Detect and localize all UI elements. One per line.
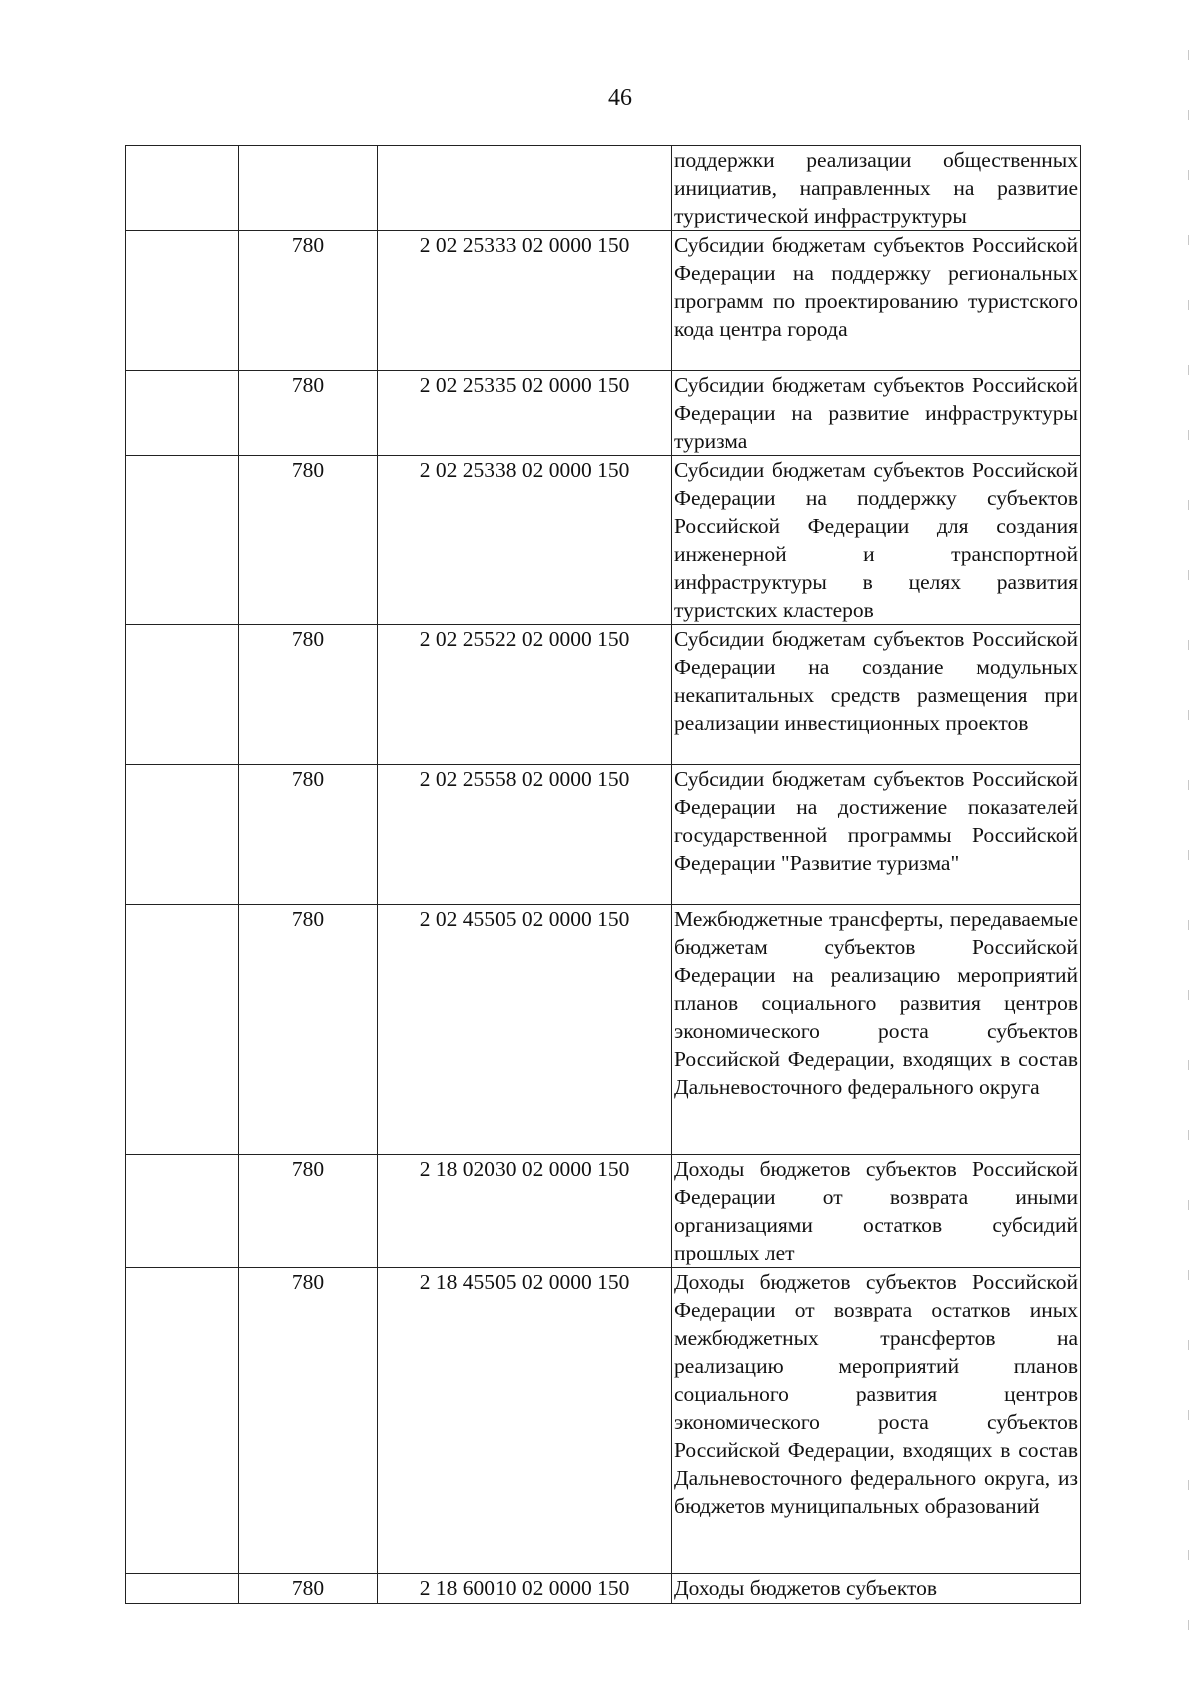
revenue-description-cell: Субсидии бюджетам субъектов Российской Федерации на поддержку региональных программ по проектированию туристского кода центра города [672, 231, 1081, 371]
scan-mark [1188, 365, 1189, 375]
table-row [126, 1155, 1081, 1268]
scan-mark [1188, 780, 1189, 790]
first-column-cell [126, 625, 239, 765]
table-row [126, 765, 1081, 905]
table-row [126, 456, 1081, 625]
first-column-cell [126, 371, 239, 456]
revenue-description-cell: Межбюджетные трансферты, передаваемые бюджетам субъектов Российской Федерации на реализацию мероприятий планов социального развития центров экономического роста субъектов Российской Федерации, входящих в состав Дальневосточного федерального округа [672, 905, 1081, 1155]
scan-mark [1188, 430, 1189, 440]
administrator-code-cell: 780 [239, 231, 378, 371]
revenue-description-cell: Субсидии бюджетам субъектов Российской Федерации на достижение показателей государственной программы Российской Федерации "Развитие туризма" [672, 765, 1081, 905]
budget-classification-code-cell [378, 146, 672, 231]
scan-mark [1188, 1480, 1189, 1490]
scan-mark [1188, 235, 1189, 245]
scan-mark [1188, 300, 1189, 310]
table-row [126, 905, 1081, 1155]
revenue-description-cell: Доходы бюджетов субъектов [672, 1574, 1081, 1604]
scan-mark [1188, 110, 1189, 120]
first-column-cell [126, 1268, 239, 1574]
first-column-cell [126, 231, 239, 371]
administrator-code-cell: 780 [239, 1155, 378, 1268]
scan-mark [1188, 710, 1189, 720]
administrator-code-cell: 780 [239, 456, 378, 625]
administrator-code-cell [239, 146, 378, 231]
administrator-code-cell: 780 [239, 905, 378, 1155]
revenue-description-cell: Субсидии бюджетам субъектов Российской Федерации на поддержку субъектов Российской Федерации для создания инженерной и транспортной инфраструктуры в целях развития туристских кластеров [672, 456, 1081, 625]
administrator-code-cell: 780 [239, 1268, 378, 1574]
scan-mark [1188, 170, 1189, 180]
revenue-description-cell: Субсидии бюджетам субъектов Российской Федерации на создание модульных некапитальных средств размещения при реализации инвестиционных проектов [672, 625, 1081, 765]
revenue-description-cell: Субсидии бюджетам субъектов Российской Федерации на развитие инфраструктуры туризма [672, 371, 1081, 456]
budget-classification-code-cell: 2 02 25522 02 0000 150 [378, 625, 672, 765]
revenue-description-cell: Доходы бюджетов субъектов Российской Федерации от возврата иными организациями остатков субсидий прошлых лет [672, 1155, 1081, 1268]
table-row [126, 1574, 1081, 1604]
scan-mark [1188, 920, 1189, 930]
scan-mark [1188, 50, 1189, 60]
administrator-code-cell: 780 [239, 1574, 378, 1604]
page-number: 46 [608, 85, 632, 111]
administrator-code-cell: 780 [239, 625, 378, 765]
first-column-cell [126, 146, 239, 231]
first-column-cell [126, 905, 239, 1155]
revenue-description-cell: поддержки реализации общественных инициатив, направленных на развитие туристической инфраструктуры [672, 146, 1081, 231]
table-row [126, 371, 1081, 456]
scan-mark [1188, 1270, 1189, 1280]
table-row [126, 146, 1081, 231]
first-column-cell [126, 456, 239, 625]
budget-classification-code-cell: 2 02 25335 02 0000 150 [378, 371, 672, 456]
revenue-description-cell: Доходы бюджетов субъектов Российской Федерации от возврата остатков иных межбюджетных трансфертов на реализацию мероприятий планов социального развития центров экономического роста субъектов Российской Федерации, входящих в состав Дальневосточного федерального округа, из бюджетов муниципальных образований [672, 1268, 1081, 1574]
table-row [126, 1268, 1081, 1574]
budget-classification-code-cell: 2 02 45505 02 0000 150 [378, 905, 672, 1155]
scan-mark [1188, 570, 1189, 580]
budget-classification-code-cell: 2 02 25333 02 0000 150 [378, 231, 672, 371]
budget-classification-code-cell: 2 18 60010 02 0000 150 [378, 1574, 672, 1604]
scan-edge-marks [1188, 0, 1190, 1683]
budget-classification-code-cell: 2 18 45505 02 0000 150 [378, 1268, 672, 1574]
scan-mark [1188, 1550, 1189, 1560]
first-column-cell [126, 1155, 239, 1268]
table-row [126, 231, 1081, 371]
scan-mark [1188, 1410, 1189, 1420]
first-column-cell [126, 1574, 239, 1604]
scan-mark [1188, 1060, 1189, 1070]
budget-classification-code-cell: 2 02 25558 02 0000 150 [378, 765, 672, 905]
administrator-code-cell: 780 [239, 371, 378, 456]
scan-mark [1188, 1340, 1189, 1350]
budget-classification-code-cell: 2 02 25338 02 0000 150 [378, 456, 672, 625]
scan-mark [1188, 990, 1189, 1000]
scan-mark [1188, 500, 1189, 510]
revenue-codes-table [125, 145, 1081, 1604]
scan-mark [1188, 1130, 1189, 1140]
first-column-cell [126, 765, 239, 905]
scan-mark [1188, 1620, 1189, 1630]
budget-classification-code-cell: 2 18 02030 02 0000 150 [378, 1155, 672, 1268]
table-row [126, 625, 1081, 765]
administrator-code-cell: 780 [239, 765, 378, 905]
scan-mark [1188, 640, 1189, 650]
scan-mark [1188, 850, 1189, 860]
scan-mark [1188, 1200, 1189, 1210]
